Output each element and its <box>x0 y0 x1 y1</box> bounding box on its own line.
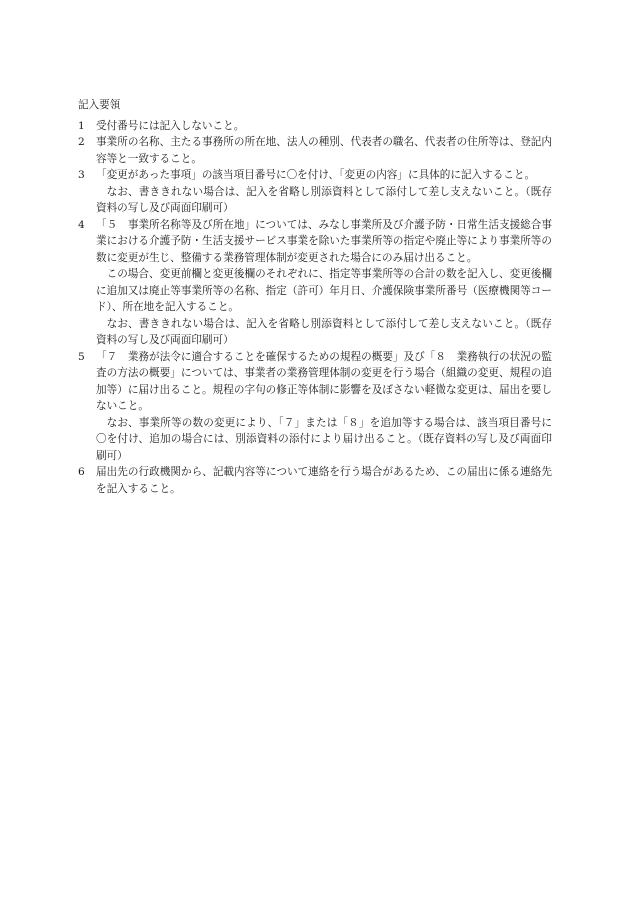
instruction-item-4 <box>78 217 552 349</box>
instructions-heading: 記入要領 <box>78 99 121 111</box>
item-body <box>96 134 552 167</box>
item-number: 4 <box>78 218 85 231</box>
item-body <box>96 118 552 135</box>
item-number: 2 <box>78 136 85 148</box>
item-body <box>96 167 552 217</box>
item-paragraph: 事業所の名称、主たる事務所の所在地、法人の種別、代表者の職名、代表者の住所等は、登記内容等と一致すること。 <box>96 136 552 165</box>
item-number: 5 <box>78 350 85 363</box>
instruction-item-3 <box>78 167 552 217</box>
item-body <box>96 349 552 465</box>
item-paragraph: なお、事業所等の数の変更により、「７」または「８」を追加等する場合は、該当項目番号に〇を付け、追加の場合には、別添資料の添付により届け出ること。（既存資料の写し及び両面印刷可） <box>96 416 552 462</box>
item-paragraph: 「７ 業務が法令に適合することを確保するための規程の概要」及び「８ 業務執行の状況の監査の方法の概要」については、事業者の業務管理体制の変更を行う場合（組織の変更、規程の追加等）に届け出ること。規程の字句の修正等体制に影響を及ぼさない軽微な変更は、届出を要しないこと。 <box>96 350 552 412</box>
item-number: 6 <box>78 466 85 478</box>
instruction-item-6 <box>78 464 552 497</box>
item-paragraph: なお、書ききれない場合は、記入を省略し別添資料として添付して差し支えないこと。（既存資料の写し及び両面印刷可） <box>96 185 552 214</box>
item-paragraph: 届出先の行政機関から、記載内容等について連絡を行う場合があるため、この届出に係る連絡先を記入すること。 <box>96 466 552 495</box>
item-paragraph: この場合、変更前欄と変更後欄のそれぞれに、指定等事業所等の合計の数を記入し、変更後欄に追加又は廃止等事業所等の名称、指定（許可）年月日、介護保険事業所番号（医療機関等コード）、所在地を記入すること。 <box>96 268 552 313</box>
item-body <box>96 464 552 497</box>
instruction-item-5 <box>78 349 552 465</box>
item-paragraph: 「変更があった事項」の該当項目番号に〇を付け、「変更の内容」に具体的に記入すること。 <box>96 169 536 181</box>
item-paragraph: なお、書ききれない場合は、記入を省略し別添資料として添付して差し支えないこと。（既存資料の写し及び両面印刷可） <box>96 317 552 346</box>
item-body <box>96 217 552 349</box>
item-paragraph: 「５ 事業所名称等及び所在地」については、みなし事業所及び介護予防・日常生活支援総合事業における介護予防・生活支援サービス事業を除いた事業所等の指定や廃止等により事業所等の数に変更が生じ、整備する業務管理体制が変更された場合にのみ届け出ること。 <box>96 218 552 264</box>
item-number: 3 <box>78 169 85 181</box>
instructions-section <box>78 97 552 497</box>
instruction-item-1 <box>78 118 552 135</box>
item-paragraph: 受付番号には記入しないこと。 <box>96 119 245 132</box>
item-number: 1 <box>78 119 85 132</box>
instruction-item-2 <box>78 134 552 167</box>
